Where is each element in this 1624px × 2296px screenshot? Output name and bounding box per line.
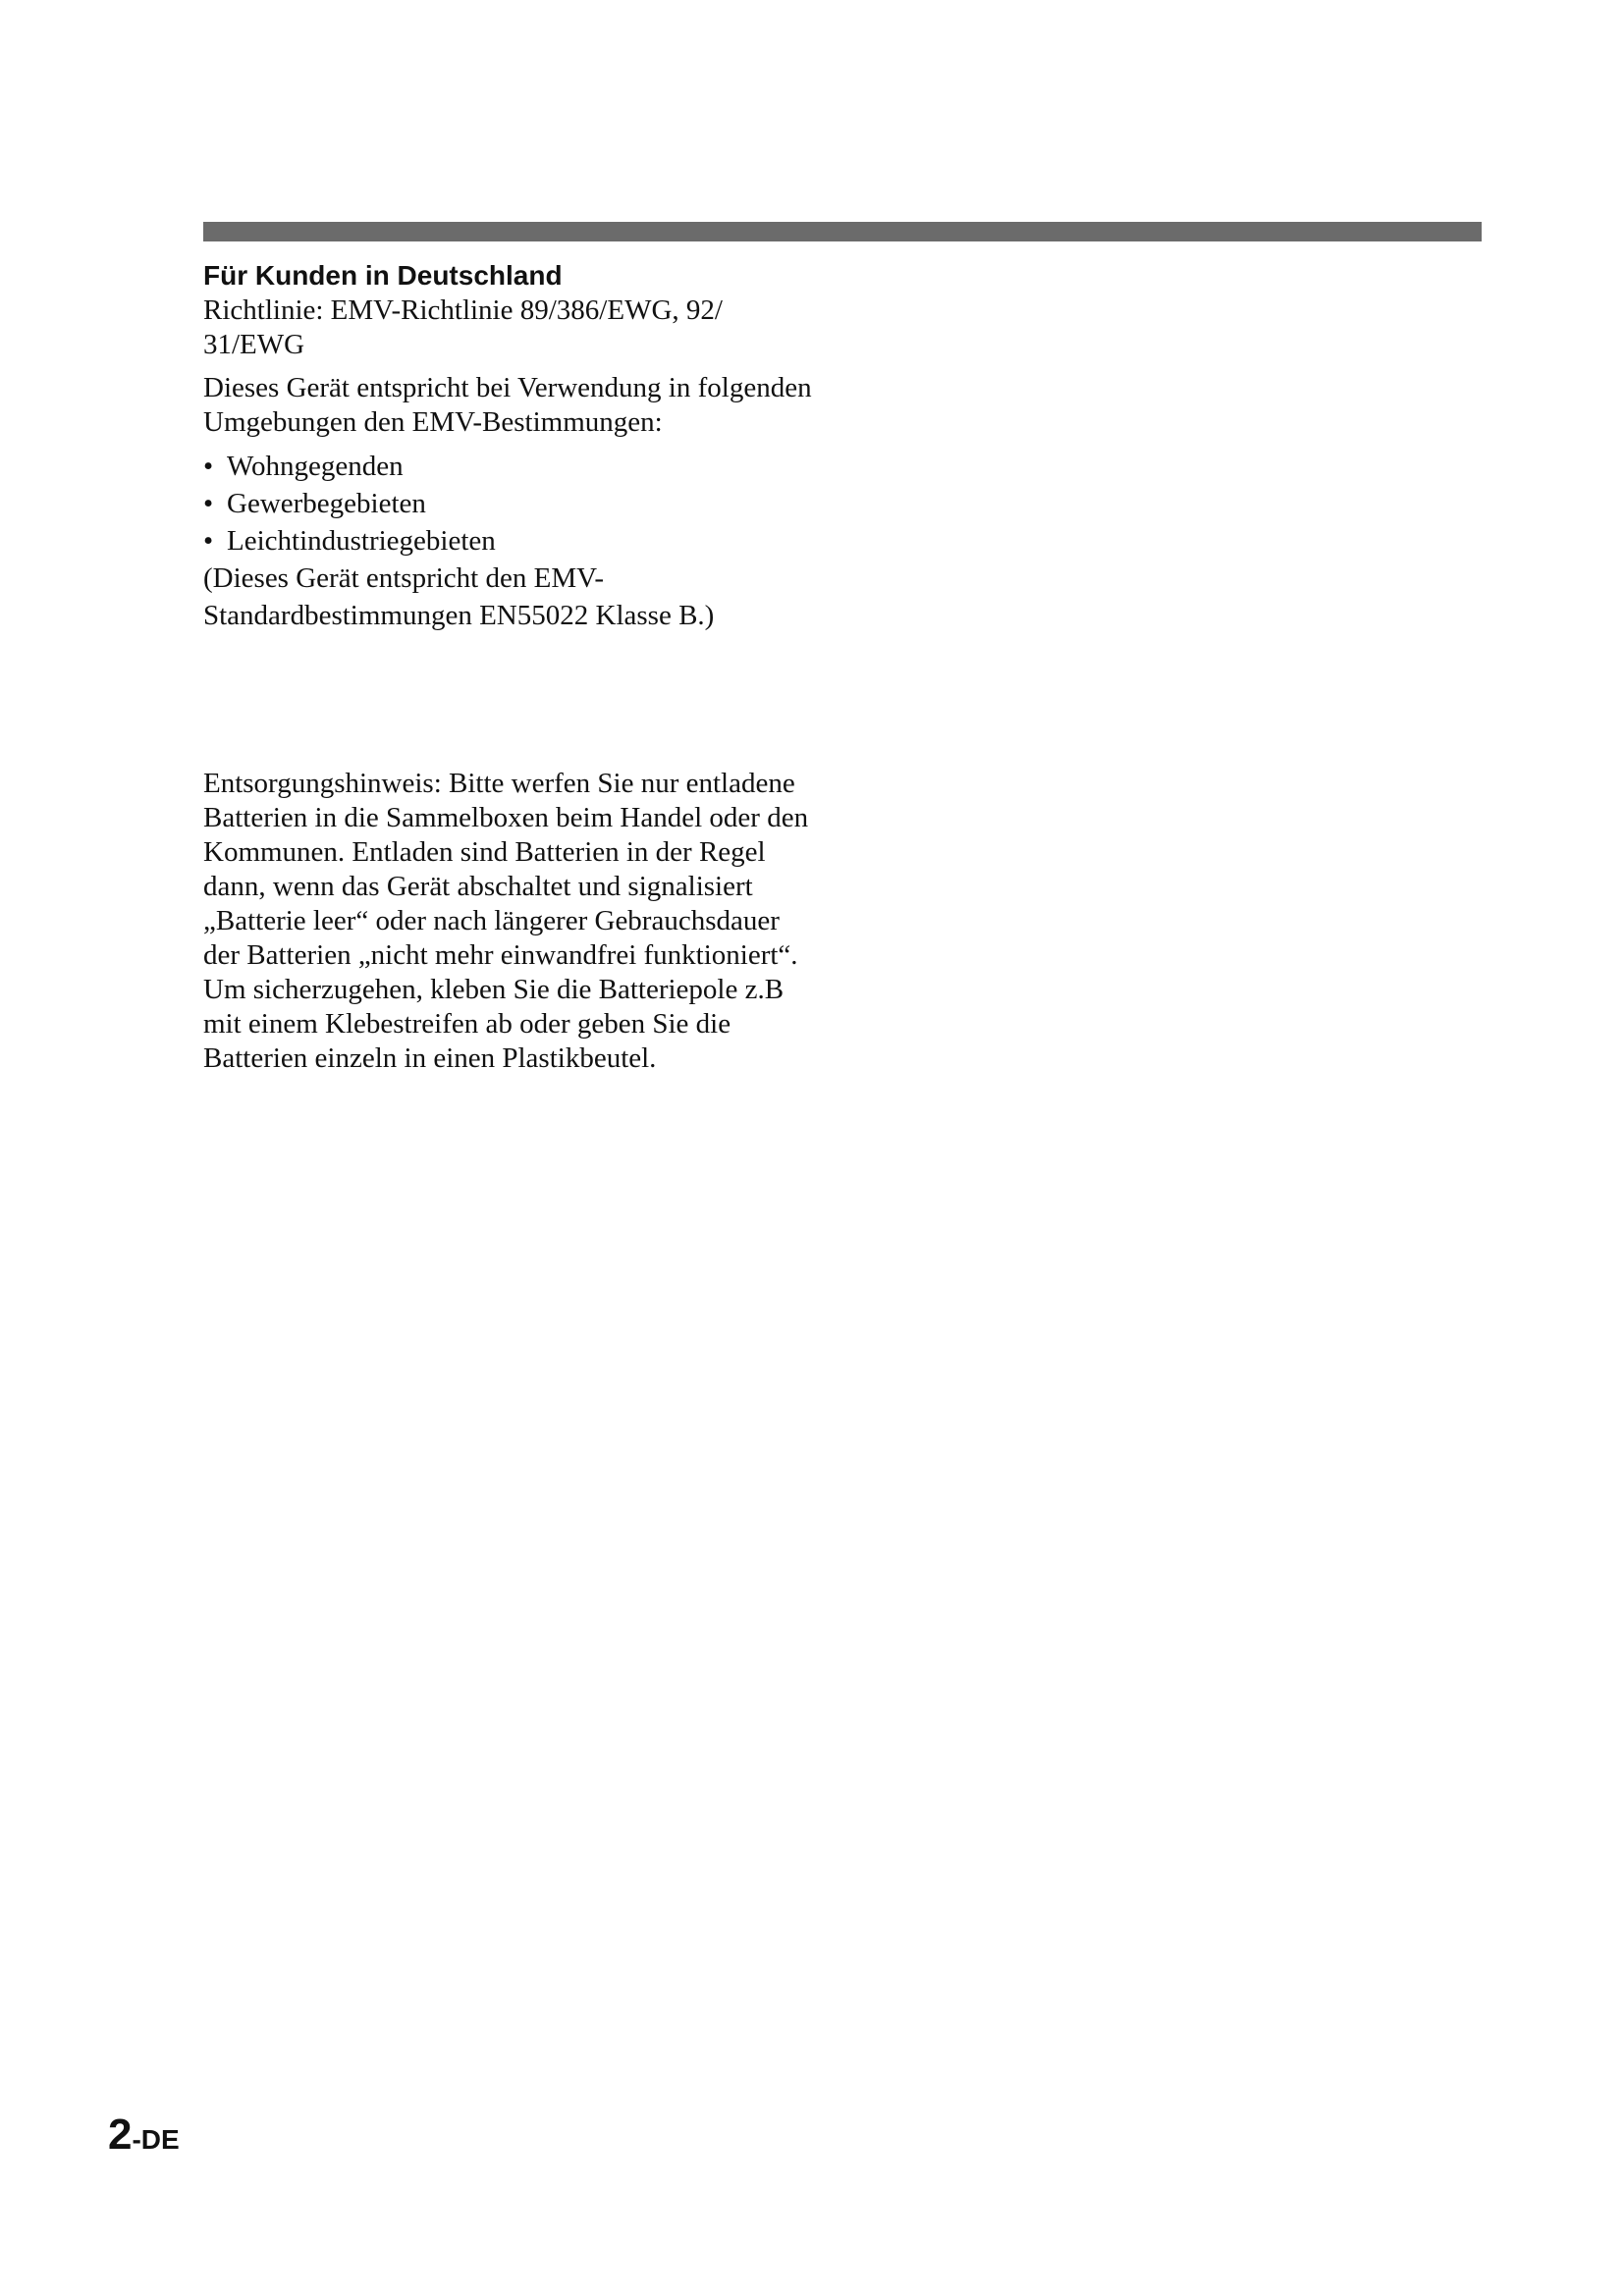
page-number-suffix: -DE: [132, 2124, 180, 2155]
list-item-label: Wohngegenden: [227, 451, 404, 482]
list-item-label: Gewerbegebieten: [227, 488, 426, 519]
battery-disposal-note: Entsorgungshinweis: Bitte werfen Sie nur entladene Batterien in die Sammelboxen beim Handel oder den Kommunen. Entladen sind Batterien in der Regel dann, wenn das Gerät abschaltet und signalisiert „Batterie leer“ oder nach längerer Gebrauchsdauer der Batterien „nicht mehr einwandfrei funktioniert“. Um sicherzugehen, kleben Sie die Batteriepole z.B mit einem Klebestreifen ab oder geben Sie die Batterien einzeln in einen Plastikbeutel.: [203, 768, 809, 1074]
list-item: [203, 485, 822, 522]
bullet-icon: •: [203, 488, 214, 519]
page-number-value: 2: [108, 2110, 133, 2159]
emc-intro-text: Dieses Gerät entspricht bei Verwendung in folgenden Umgebungen den EMV-Bestimmungen:: [203, 372, 812, 438]
emc-directive-text: Richtlinie: EMV-Richtlinie 89/386/EWG, 92/ 31/EWG: [203, 294, 723, 360]
list-item-label: Leichtindustriegebieten: [227, 525, 496, 557]
germany-compliance-section: [203, 258, 822, 634]
bullet-icon: •: [203, 451, 214, 482]
list-item: [203, 522, 822, 560]
section-divider-bar: [203, 222, 1482, 241]
page-number: [108, 2110, 180, 2160]
bullet-icon: •: [203, 525, 214, 557]
standard-note-text: (Dieses Gerät entspricht den EMV-Standardbestimmungen EN55022 Klasse B.): [203, 562, 715, 631]
environment-list: [203, 448, 822, 560]
list-item: [203, 448, 822, 485]
section-heading: Für Kunden in Deutschland: [203, 260, 563, 291]
